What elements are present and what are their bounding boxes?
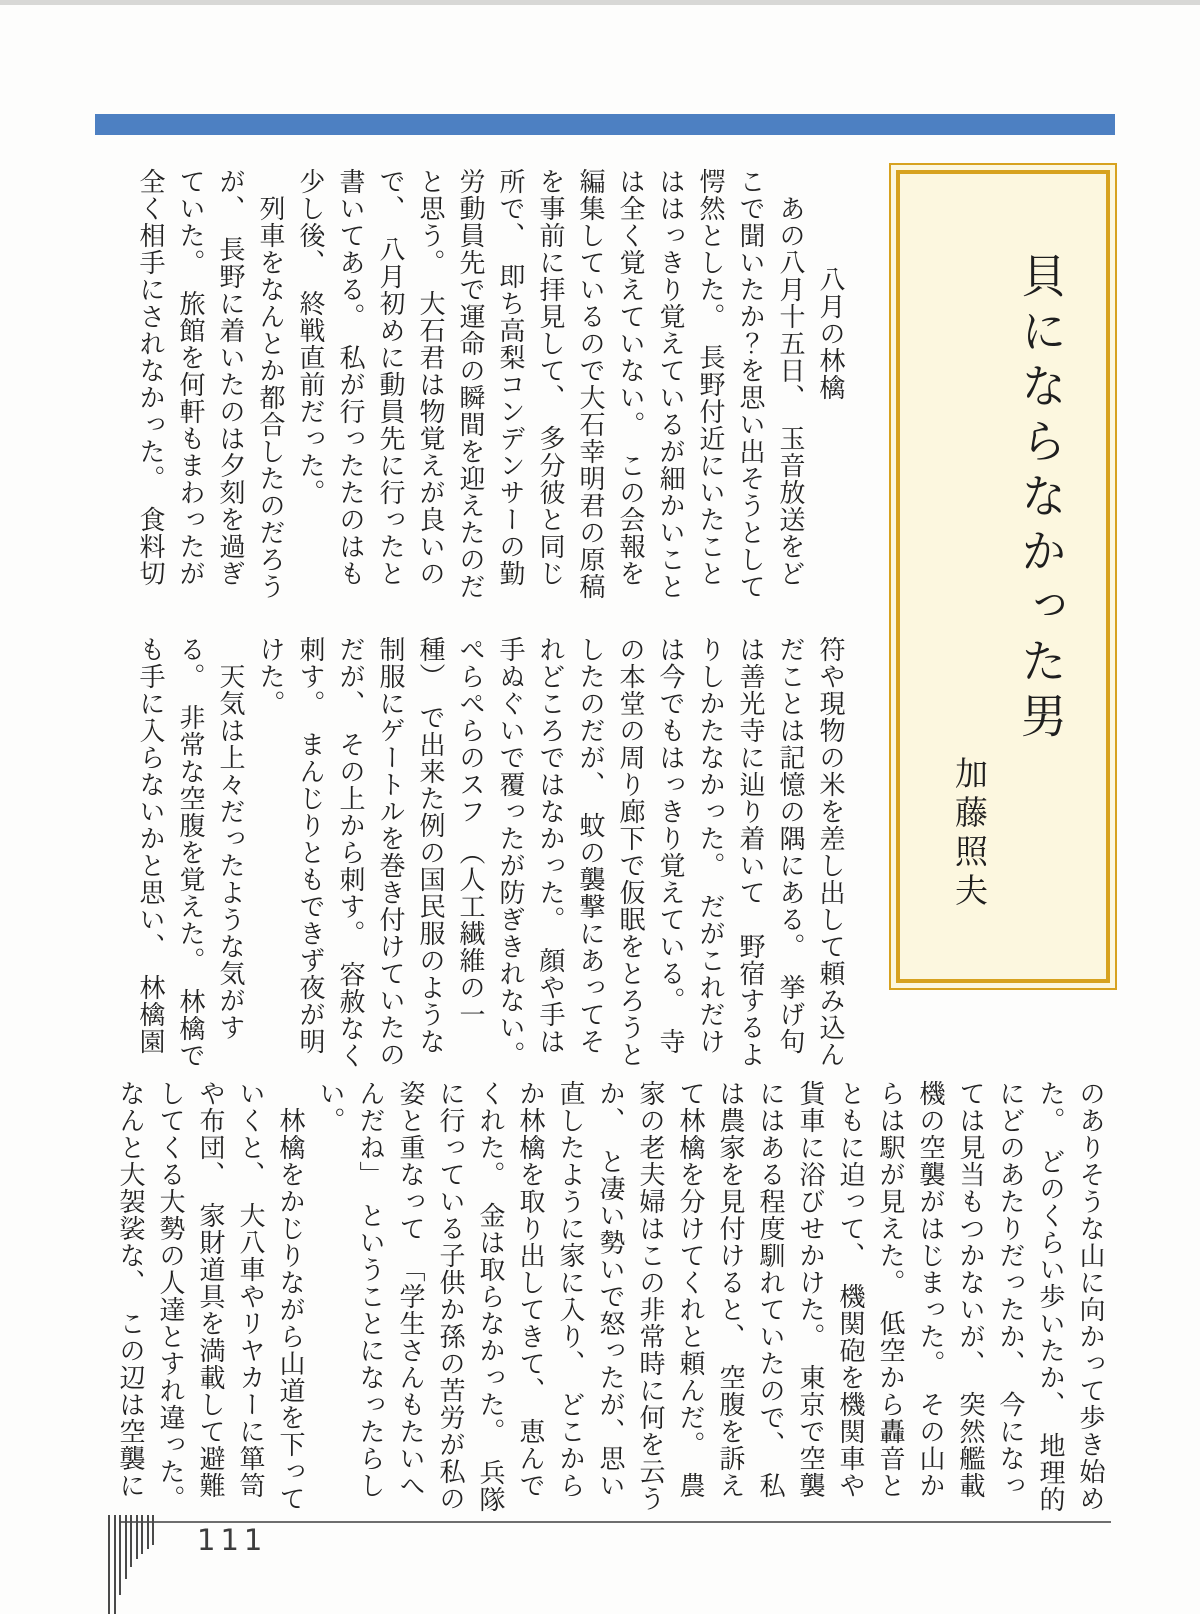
article-author: 加藤照夫: [950, 756, 989, 912]
text-column: は農家を見付けると、 空腹を訴え: [715, 1080, 745, 1499]
text-column: で、 八月初めに動員先に行ったと: [375, 168, 405, 587]
comb-line: [114, 1515, 116, 1614]
text-column: 愕然とした。 長野付近にいたこと: [695, 168, 725, 587]
text-column: ははっきり覚えているが細かいこと: [655, 168, 685, 600]
section-heading: 八月の林檎: [815, 266, 845, 401]
text-column: だが、 その上から刺す。 容赦なく: [335, 636, 365, 1069]
text-column: が、 長野に着いたのは夕刻を過ぎ: [215, 168, 245, 587]
comb-line: [125, 1515, 127, 1579]
text-band-2: [130, 636, 850, 1084]
text-column: と思う。 大石君は物覚えが良いの: [415, 168, 445, 587]
text-column: や布団、 家財道具を満載して避難: [195, 1080, 225, 1499]
top-accent-bar: [95, 114, 1115, 135]
text-column: か林檎を取り出してきて、 恵んで: [515, 1080, 545, 1499]
comb-line: [119, 1515, 121, 1595]
text-column: か、 と凄い勢いで怒ったが、思い: [595, 1080, 625, 1499]
text-column: れどころではなかった。 顔や手は: [535, 636, 565, 1055]
text-column: にはある程度馴れていたので、 私: [755, 1080, 785, 1499]
text-band-1: [130, 168, 850, 616]
text-column: に行っている子供か孫の苦労が私の: [435, 1080, 465, 1512]
text-column: 姿と重なって 「学生さんもたいへ: [395, 1080, 425, 1499]
text-column: は今でもはっきり覚えている。 寺: [655, 636, 685, 1055]
text-column: こで聞いたか？を思い出そうとして: [735, 168, 765, 600]
text-band-3: [110, 1080, 1110, 1528]
text-column: 刺す。 まんじりともできず夜が明: [295, 636, 325, 1055]
text-column: 種） で出来た例の国民服のような: [415, 636, 445, 1055]
text-column: 貨車に浴びせかけた。 東京で空襲: [795, 1080, 825, 1499]
text-column: いくと、 大八車やリヤカーに箪笥: [235, 1080, 265, 1499]
text-column: したのだが、 蚊の襲撃にあってそ: [575, 636, 605, 1055]
text-column: 労動員先で運命の瞬間を迎えたのだ: [455, 168, 485, 600]
text-column: 機の空襲がはじまった。 その山か: [915, 1080, 945, 1499]
text-column: ぺらぺらのスフ （人工繊維の一: [455, 636, 485, 1028]
comb-line: [152, 1515, 154, 1545]
title-box-inner-frame: [896, 170, 1110, 983]
text-column: けた。: [255, 636, 285, 717]
text-column: ていた。 旅館を何軒もまわったが: [175, 168, 205, 587]
text-column: 天気は上々だったような気がす: [215, 636, 245, 1041]
text-column: くれた。 金は取らなかった。 兵隊: [475, 1080, 505, 1513]
text-column: も手に入らないかと思い、 林檎園: [135, 636, 165, 1055]
text-column: ともに迫って、 機関砲を機関車や: [835, 1080, 865, 1499]
text-column: を事前に拝見して、 多分彼と同じ: [535, 168, 565, 587]
text-column: い。: [315, 1080, 345, 1134]
band-1-columns: [130, 168, 810, 616]
text-column: て林檎を分けてくれと頼んだ。 農: [675, 1080, 705, 1499]
text-column: らは駅が見えた。 低空から轟音と: [875, 1080, 905, 1499]
text-column: は善光寺に辿り着いて 野宿するよ: [735, 636, 765, 1068]
text-column: は全く覚えていない。 この会報を: [615, 168, 645, 587]
text-column: 林檎をかじりながら山道を下って: [275, 1080, 305, 1512]
text-column: た。 どのくらい歩いたか、 地理的: [1035, 1080, 1065, 1513]
text-column: んだね」 ということになったらし: [355, 1080, 385, 1499]
text-column: る。 非常な空腹を覚えた。 林檎で: [175, 636, 205, 1069]
text-column: 符や現物の米を差し出して頼み込ん: [815, 636, 845, 1068]
text-column: 制服にゲートルを巻き付けていたの: [375, 636, 405, 1068]
text-column: ては見当もつかないが、 突然艦載: [955, 1080, 985, 1499]
text-column: にどのあたりだったか、 今になっ: [995, 1080, 1025, 1499]
comb-line: [130, 1515, 132, 1567]
text-column: 家の老夫婦はこの非常時に何を云う: [635, 1080, 665, 1512]
text-column: なんと大袈裟な、 この辺は空襲に: [115, 1080, 145, 1499]
article-title: 貝にならなかった男: [1014, 252, 1068, 747]
comb-line: [141, 1515, 143, 1554]
comb-line: [147, 1515, 149, 1549]
comb-line: [108, 1515, 110, 1614]
text-column: 手ぬぐいで覆ったが防ぎきれない。: [495, 636, 525, 1068]
comb-line: [136, 1515, 138, 1559]
page-number: 111: [197, 1523, 268, 1557]
article-title-box: [889, 163, 1117, 990]
footer-rule: [119, 1521, 1111, 1523]
scan-edge-shadow: [0, 0, 1200, 5]
text-column: あの八月十五日、 玉音放送をど: [775, 168, 805, 587]
text-column: だことは記憶の隅にある。 挙げ句: [775, 636, 805, 1055]
footer-comb-decoration: [108, 1515, 158, 1614]
text-column: の本堂の周り廊下で仮眠をとろうと: [615, 636, 645, 1068]
text-column: 全く相手にされなかった。 食料切: [135, 168, 165, 587]
text-column: 書いてある。 私が行ったたのはも: [335, 168, 365, 587]
text-column: 列車をなんとか都合したのだろう: [255, 168, 285, 600]
text-column: 直したように家に入り、 どこから: [555, 1080, 585, 1499]
text-column: のありそうな山に向かって歩き始め: [1075, 1080, 1105, 1512]
text-column: 所で、 即ち高梨コンデンサーの勤: [495, 168, 525, 587]
text-column: 編集しているので大石幸明君の原稿: [575, 168, 605, 600]
text-column: 少し後、 終戦直前だった。: [295, 168, 325, 506]
text-column: してくる大勢の人達とすれ違った。: [155, 1080, 185, 1512]
text-column: りしかたなかった。 だがこれだけ: [695, 636, 725, 1055]
